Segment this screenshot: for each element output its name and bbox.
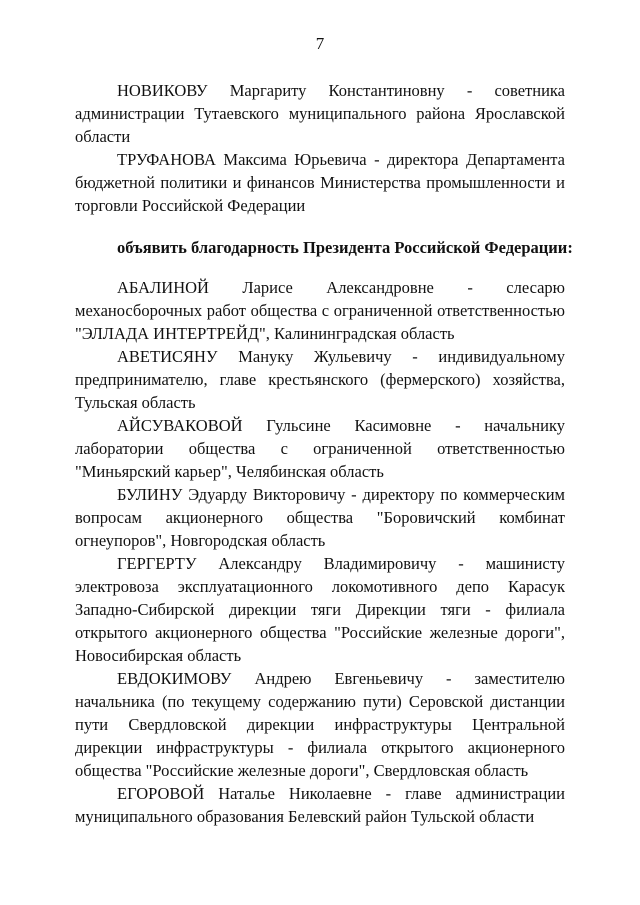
paragraph-gergert: ГЕРГЕРТУ Александру Владимировичу - машинисту электровоза эксплуатационного локомотивного депо Карасук Западно-Сибирской дирекции тяги Дирекции тяги - филиала открытого акционерного общества "Российские железные дороги", Новосибирская область: [75, 554, 565, 665]
paragraph-novikova: НОВИКОВУ Маргариту Константиновну - советника администрации Тутаевского муниципального района Ярославской области: [75, 81, 565, 146]
paragraph-evdokimov: ЕВДОКИМОВУ Андрею Евгеньевичу - заместителю начальника (по текущему содержанию пути) Серовской дистанции пути Свердловской дирекции инфраструктуры Центральной дирекции инфраструктуры - филиала открытого акционерного общества "Российские железные дороги", Свердловская область: [75, 669, 565, 780]
paragraph-bulin: БУЛИНУ Эдуарду Викторовичу - директору по коммерческим вопросам акционерного общества "Боровичский комбинат огнеупоров", Новгородская область: [75, 485, 565, 550]
document-body: [75, 79, 573, 828]
section-heading: объявить благодарность Президента Российской Федерации:: [117, 238, 573, 257]
paragraph-trufanov: ТРУФАНОВА Максима Юрьевича - директора Департамента бюджетной политики и финансов Министерства промышленности и торговли Российской Федерации: [75, 150, 565, 215]
spacer: [75, 259, 565, 276]
paragraph-aysuvakova: АЙСУВАКОВОЙ Гульсине Касимовне - начальнику лаборатории общества с ограниченной ответственностью "Миньярский карьер", Челябинская область: [75, 416, 565, 481]
page-number: 7: [315, 34, 325, 53]
spacer: [75, 217, 565, 236]
paragraph-avetisyan: АВЕТИСЯНУ Мануку Жульевичу - индивидуальному предпринимателю, главе крестьянского (фермерского) хозяйства, Тульская область: [75, 347, 565, 412]
paragraph-egorova: ЕГОРОВОЙ Наталье Николаевне - главе администрации муниципального образования Белевский район Тульской области: [75, 784, 565, 826]
paragraph-abalina: АБАЛИНОЙ Ларисе Александровне - слесарю механосборочных работ общества с ограниченной ответственностью "ЭЛЛАДА ИНТЕРТРЕЙД", Калининградская область: [75, 278, 565, 343]
